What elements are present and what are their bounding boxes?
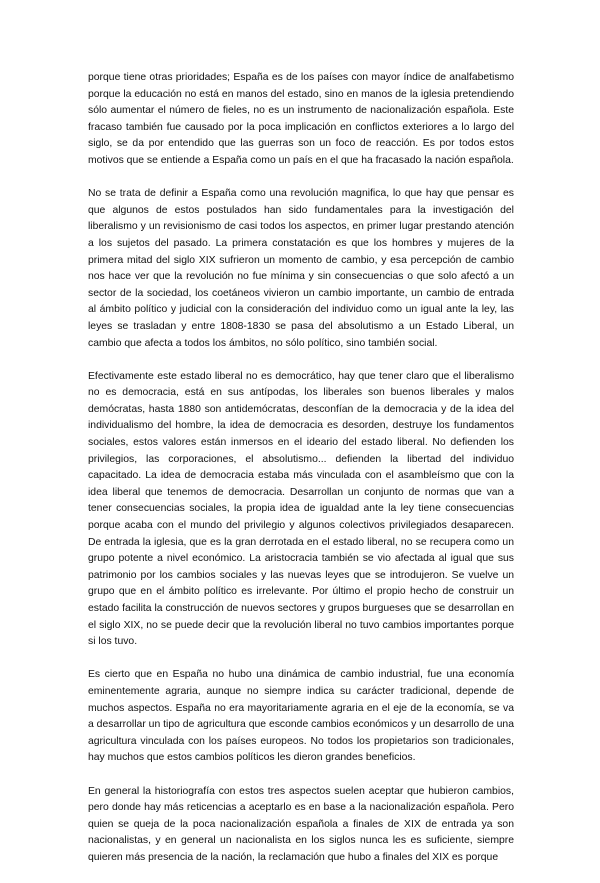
body-text	[88, 70, 514, 883]
paragraph-5: En general la historiografía con estos tres aspectos suelen aceptar que hubieron cambios, pero donde hay más reticencias a aceptarlo es en base a la nacionalización española. Pero quien se queja de la poca nacionalización española a finales de XIX de entrada ya son nacionalistas, y en general un nacionalista en los siglos nunca les es suficiente, siempre quieren más presencia de la nación, la reclamación que hubo a finales del XIX es porque	[88, 785, 514, 863]
paragraph-3: Efectivamente este estado liberal no es democrático, hay que tener claro que el liberalismo no es democracia, está en sus antípodas, los liberales son buenos liberales y malos demócratas, hasta 1880 son antidemócratas, desconfían de la democracia y de la idea del individualismo del hombre, la idea de democracia es desorden, destruye los fundamentos sociales, estos valores están inmersos en el ideario del estado liberal. No defienden los privilegios, las corporaciones, el absolutismo... defienden la libertad del individuo capacitado. La idea de democracia estaba más vinculada con el asambleísmo que con la idea liberal que tenemos de democracia. Desarrollan un conjunto de normas que van a tener consecuencias sociales, la propia idea de igualdad ante la ley tiene consecuencias porque acaba con el mundo del privilegio y algunos colectivos privilegiados desaparecen. De entrada la iglesia, que es la gran derrotada en el estado liberal, no se recupera como un grupo potente a nivel económico. La aristocracia también se vio afectada al igual que sus patrimonio por los cambios sociales y las nuevas leyes que se introdujeron. Se vuelve un grupo que en el ámbito político es irrelevante. Por último el propio hecho de construir un estado facilita la construcción de nuevos sectores y grupos burgueses que se desarrollan en el siglo XIX, no se puede decir que la revolución liberal no tuvo cambios importantes porque si los tuvo.	[88, 370, 514, 648]
paragraph-4: Es cierto que en España no hubo una dinámica de cambio industrial, fue una economía eminentemente agraria, aunque no siempre indica su carácter tradicional, depende de muchos aspectos. España no era mayoritariamente agraria en el eje de la economía, se va a desarrollar un tipo de agricultura que esconde cambios económicos y un desarrollo de una agricultura vinculada con los países europeos. No todos los propietarios son tradicionales, hay muchos que estos cambios políticos les dieron grandes beneficios.	[88, 669, 514, 764]
paragraph-1: porque tiene otras prioridades; España es de los países con mayor índice de analfabetismo porque la educación no está en manos del estado, sino en manos de la iglesia pretendiendo sólo aumentar el número de fieles, no es un instrumento de nacionalización española. Este fracaso también fue causado por la poca implicación en conflictos exteriores a lo largo del siglo, se da por entendido que las guerras son un foco de reacción. Es por todos estos motivos que se entiende a España como un país en el que ha fracasado la nación española.	[88, 72, 514, 166]
paragraph-2: No se trata de definir a España como una revolución magnifica, lo que hay que pensar es que algunos de estos postulados han sido fundamentales para la investigación del liberalismo y un revisionismo de casi todos los aspectos, en primer lugar prestando atención a los sujetos del pasado. La primera constatación es que los hombres y mujeres de la primera mitad del siglo XIX sufrieron un momento de cambio, y esa percepción de cambio nos hace ver que la revolución no fue mínima y sin consecuencias o que solo afectó a un sector de la sociedad, los coetáneos vivieron un cambio importante, un cambio de entrada al ámbito político y judicial con la consideración del individuo como un igual ante la ley, las leyes se trasladan y entre 1808-1830 se pasa del absolutismo a un Estado Liberal, un cambio que afecta a todos los ámbitos, no sólo político, sino también social.	[88, 188, 514, 349]
